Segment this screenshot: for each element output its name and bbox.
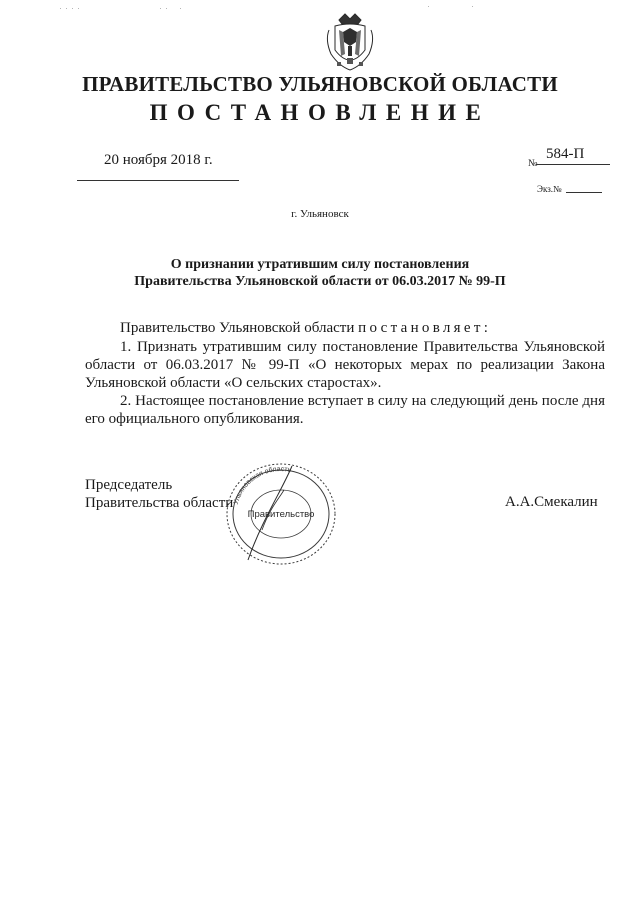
city-label: г. Ульяновск	[291, 208, 349, 220]
date-underline	[77, 180, 239, 181]
signatory-title-line-1: Председатель	[85, 477, 173, 493]
signatory-title-line-2: Правительства области	[85, 495, 234, 511]
coat-of-arms-emblem	[323, 10, 377, 76]
copy-number-label: Экз.№	[537, 184, 562, 194]
government-title: ПРАВИТЕЛЬСТВО УЛЬЯНОВСКОЙ ОБЛАСТИ	[82, 72, 558, 96]
preamble-verb: постановляет:	[358, 320, 492, 336]
number-sign: №	[528, 158, 538, 169]
seal-center-text: Правительство	[247, 509, 315, 520]
subject-line-1: О признании утратившим силу постановления	[170, 257, 470, 272]
preamble	[120, 320, 491, 337]
seal-ring-text: Ульяновская область	[232, 465, 292, 506]
signatory-name: А.А.Смекалин	[505, 494, 598, 510]
official-seal	[222, 460, 340, 568]
subject-line-2: Правительства Ульяновской области от 06.03.2017 № 99-П	[134, 274, 506, 289]
copy-number-underline	[566, 192, 602, 193]
preamble-lead: Правительство Ульяновской области	[120, 320, 355, 336]
scan-artifacts	[0, 0, 640, 12]
number-underline	[536, 164, 610, 165]
document-type-heading: ПОСТАНОВЛЕНИЕ	[149, 100, 491, 125]
paragraph-item-2: 2. Настоящее постановление вступает в силу на следующий день после дня его официального опубликования.	[85, 393, 605, 427]
paragraph-item-1: 1. Признать утратившим силу постановление Правительства Ульяновской области от 06.03.2017 № 99-П «О некоторых мерах по реализации Закона Ульяновской области «О сельских старостах».	[85, 339, 605, 391]
document-date: 20 ноября 2018 г.	[104, 152, 213, 168]
signatory-title	[85, 476, 233, 512]
document-number: 584-П	[546, 146, 585, 162]
